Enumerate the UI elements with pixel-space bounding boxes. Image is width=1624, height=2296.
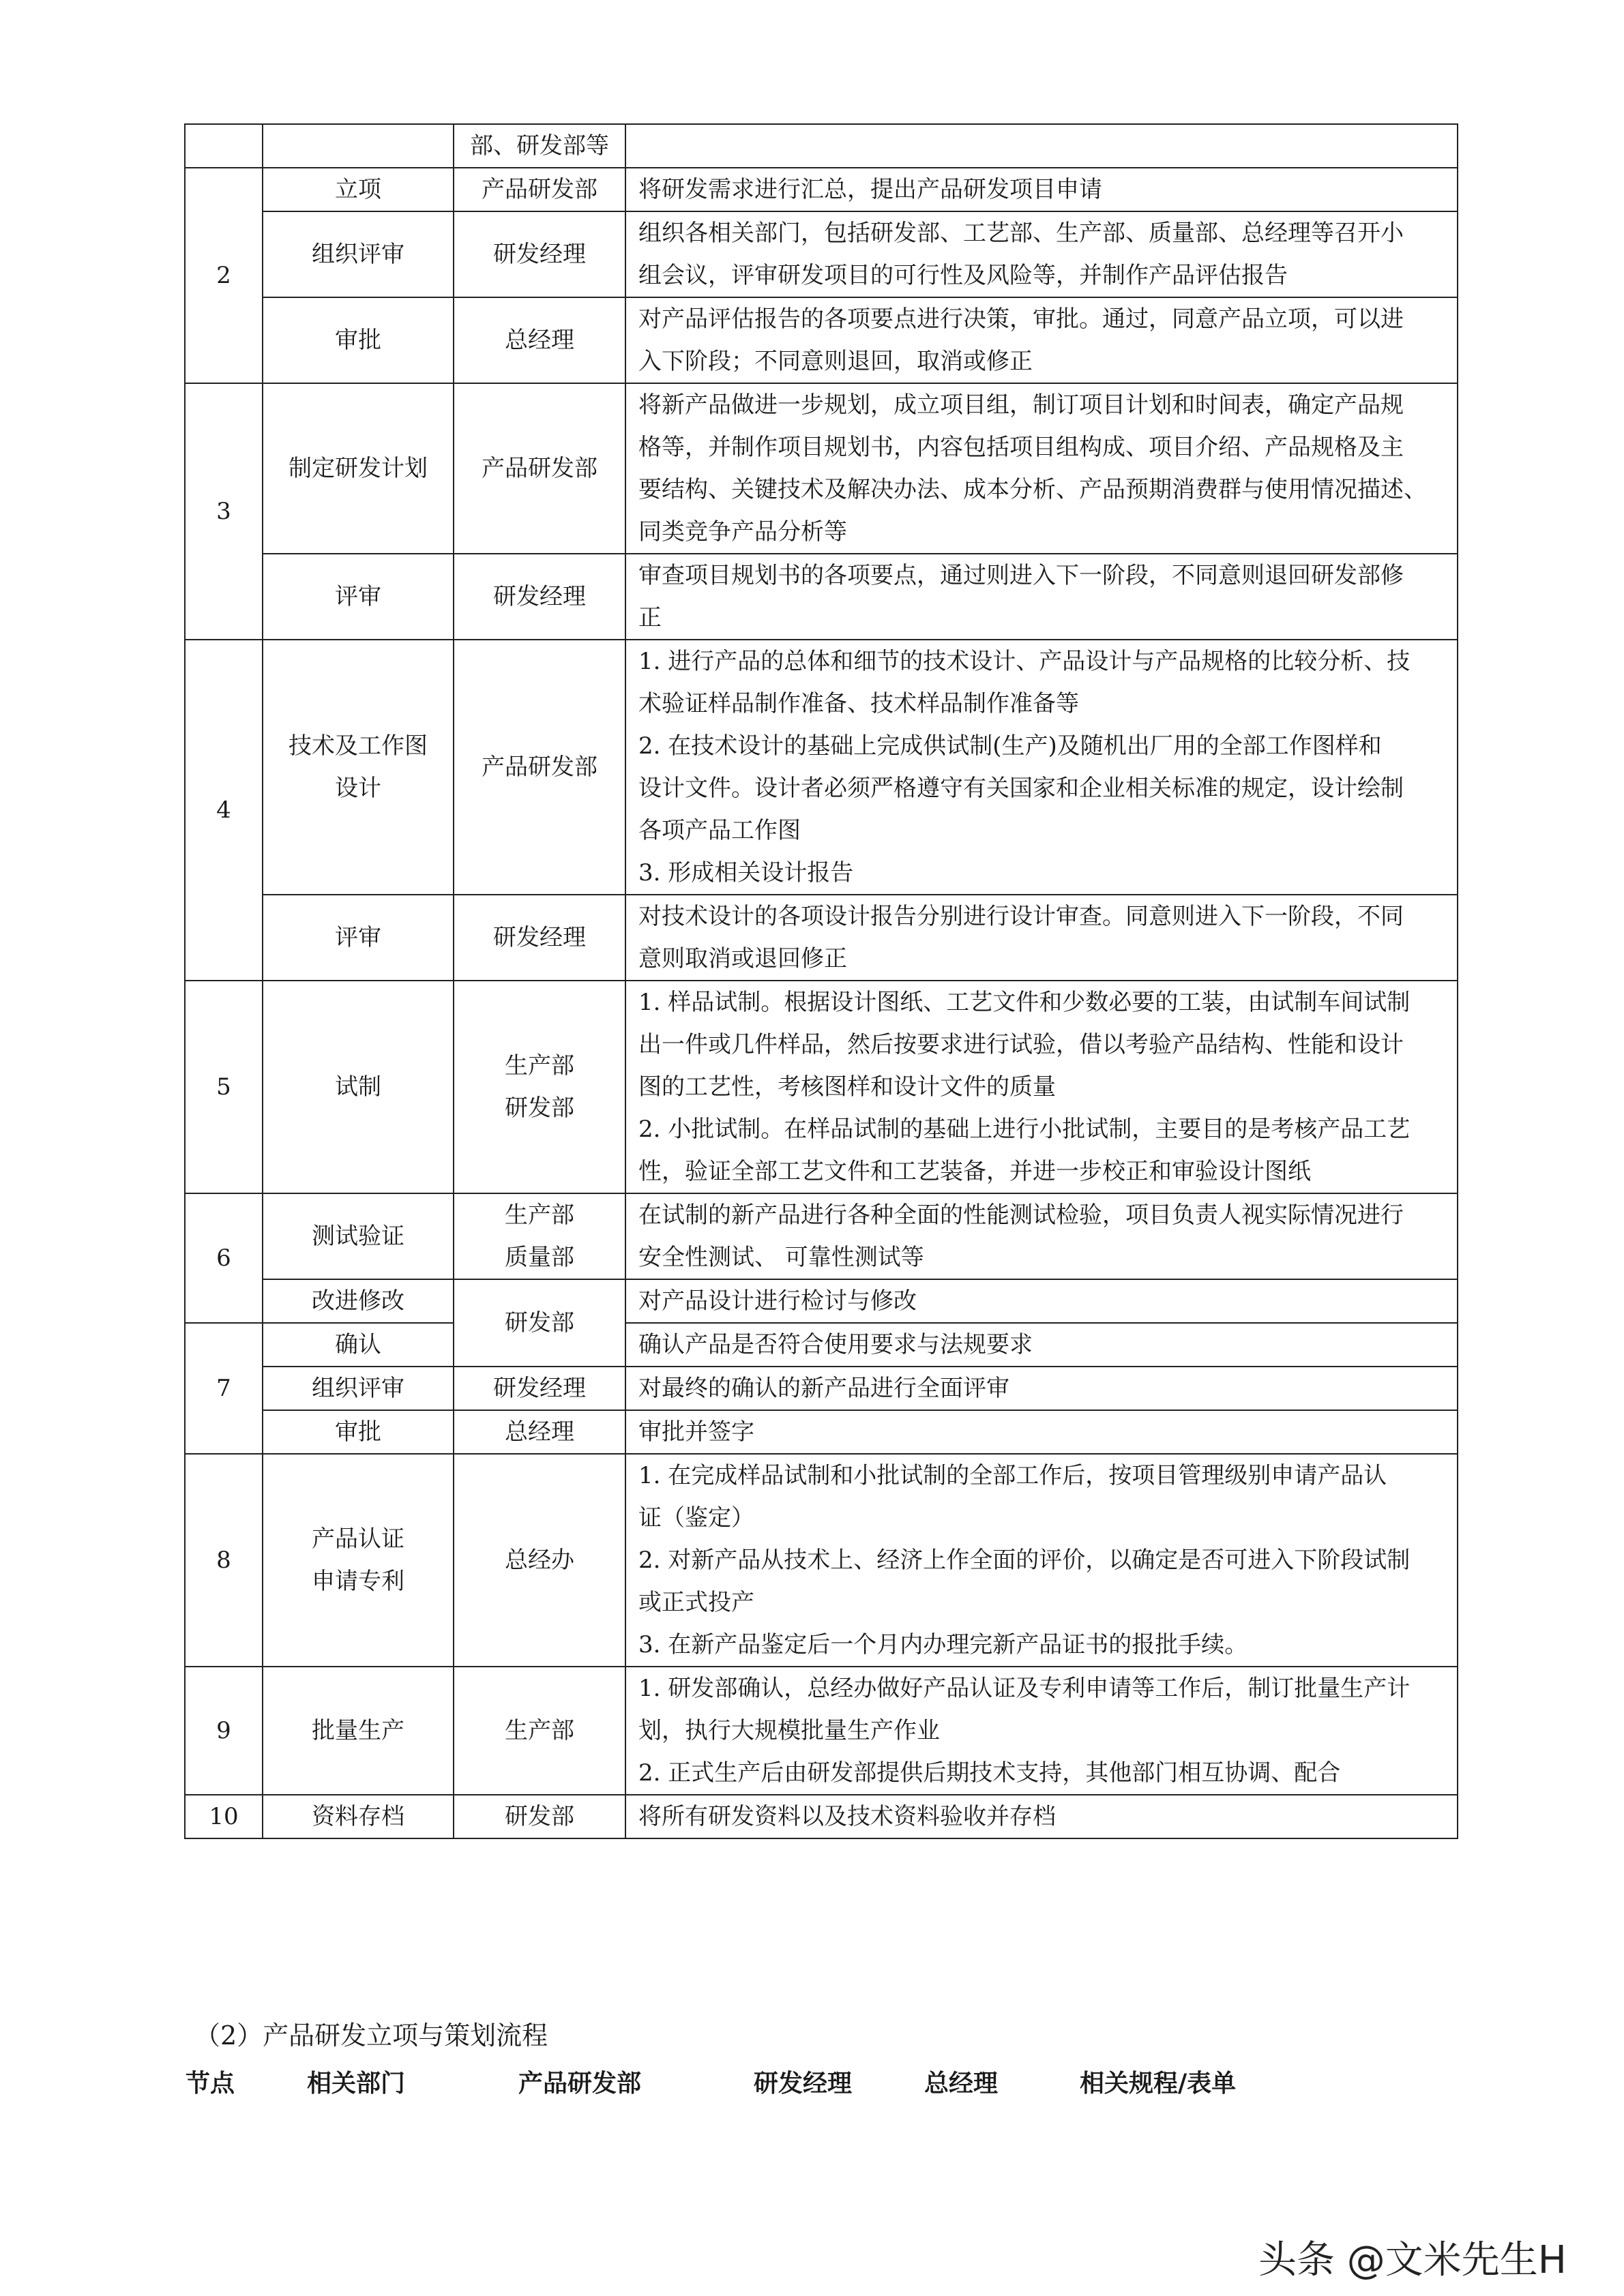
node-cell: 测试验证 [263, 1193, 454, 1279]
desc-cell: 审批并签字 [625, 1410, 1458, 1454]
step-number: 6 [185, 1193, 263, 1323]
desc-cell: 1. 研发部确认，总经办做好产品认证及专利申请等工作后，制订批量生产计 划，执行大规模批量生产作业 2. 正式生产后由研发部提供后期技术支持，其他部门相互协调、配合 [625, 1667, 1458, 1795]
node-cell: 立项 [263, 168, 454, 211]
node-cell: 批量生产 [263, 1667, 454, 1795]
step-number: 2 [185, 168, 263, 383]
table-row [185, 1279, 1458, 1323]
table-row [185, 1667, 1458, 1795]
process-table [184, 123, 1458, 1839]
desc-cell: 对技术设计的各项设计报告分别进行设计审查。同意则进入下一阶段，不同 意则取消或退回修正 [625, 895, 1458, 981]
step-number: 5 [185, 981, 263, 1193]
node-cell: 制定研发计划 [263, 383, 454, 554]
desc-cell: 组织各相关部门，包括研发部、工艺部、生产部、质量部、总经理等召开小 组会议，评审研发项目的可行性及风险等，并制作产品评估报告 [625, 211, 1458, 297]
table-row [185, 383, 1458, 554]
table-row [185, 1410, 1458, 1454]
step-number: 8 [185, 1454, 263, 1667]
node-cell: 审批 [263, 297, 454, 383]
section-title: （2）产品研发立项与策划流程 [194, 2021, 548, 2051]
dept-cell: 产品研发部 [454, 383, 625, 554]
step-number: 7 [185, 1323, 263, 1454]
desc-cell: 将所有研发资料以及技术资料验收并存档 [625, 1795, 1458, 1838]
dept-cell: 部、研发部等 [454, 124, 625, 168]
node-cell: 改进修改 [263, 1279, 454, 1323]
step-number: 10 [185, 1795, 263, 1838]
node-cell: 技术及工作图 设计 [263, 640, 454, 895]
desc-cell: 审查项目规划书的各项要点，通过则进入下一阶段，不同意则退回研发部修 正 [625, 554, 1458, 640]
table-row [185, 211, 1458, 297]
table-row [185, 1795, 1458, 1838]
table-row [185, 168, 1458, 211]
dept-cell: 产品研发部 [454, 640, 625, 895]
node-cell: 试制 [263, 981, 454, 1193]
table-row [185, 554, 1458, 640]
dept-cell: 研发部 [454, 1279, 625, 1367]
step-number: 4 [185, 640, 263, 981]
flow-header-forms: 相关规程/表单 [1080, 2069, 1237, 2098]
desc-cell: 在试制的新产品进行各种全面的性能测试检验，项目负责人视实际情况进行 安全性测试、 可靠性测试等 [625, 1193, 1458, 1279]
table-row [185, 1323, 1458, 1367]
dept-cell: 研发经理 [454, 1367, 625, 1410]
dept-cell: 研发部 [454, 1795, 625, 1838]
desc-cell: 1. 进行产品的总体和细节的技术设计、产品设计与产品规格的比较分析、技 术验证样品制作准备、技术样品制作准备等 2. 在技术设计的基础上完成供试制(生产)及随机出厂用的全部工作图样和 设计文件。设计者必须严格遵守有关国家和企业相关标准的规定，设计绘制 各项产品工作图 3. 形成相关设计报告 [625, 640, 1458, 895]
table-row [185, 124, 1458, 168]
flow-header-rd-manager: 研发经理 [754, 2069, 853, 2098]
flow-header-general-manager: 总经理 [924, 2069, 999, 2098]
desc-cell: 确认产品是否符合使用要求与法规要求 [625, 1323, 1458, 1367]
node-cell: 评审 [263, 895, 454, 981]
node-cell: 产品认证 申请专利 [263, 1454, 454, 1667]
table-row [185, 640, 1458, 895]
table-row [185, 981, 1458, 1193]
desc-cell: 将研发需求进行汇总，提出产品研发项目申请 [625, 168, 1458, 211]
dept-cell: 生产部 质量部 [454, 1193, 625, 1279]
flow-header-rd-dept: 产品研发部 [518, 2069, 642, 2098]
node-cell: 组织评审 [263, 1367, 454, 1410]
desc-cell: 1. 样品试制。根据设计图纸、工艺文件和少数必要的工装，由试制车间试制 出一件或几件样品，然后按要求进行试验，借以考验产品结构、性能和设计 图的工艺性，考核图样和设计文件的质量 2. 小批试制。在样品试制的基础上进行小批试制，主要目的是考核产品工艺 性，验证全部工艺文件和工艺装备，并进一步校正和审验设计图纸 [625, 981, 1458, 1193]
dept-cell: 总经办 [454, 1454, 625, 1667]
desc-cell: 对最终的确认的新产品进行全面评审 [625, 1367, 1458, 1410]
watermark: 头条 @文米先生H [1258, 2238, 1567, 2282]
node-cell: 审批 [263, 1410, 454, 1454]
desc-cell: 对产品设计进行检讨与修改 [625, 1279, 1458, 1323]
dept-cell: 生产部 [454, 1667, 625, 1795]
table-row [185, 297, 1458, 383]
dept-cell: 总经理 [454, 297, 625, 383]
dept-cell: 研发经理 [454, 554, 625, 640]
dept-cell: 总经理 [454, 1410, 625, 1454]
node-cell: 确认 [263, 1323, 454, 1367]
dept-cell: 研发经理 [454, 895, 625, 981]
dept-cell: 产品研发部 [454, 168, 625, 211]
node-cell: 评审 [263, 554, 454, 640]
desc-cell: 对产品评估报告的各项要点进行决策，审批。通过，同意产品立项，可以进 入下阶段；不同意则退回，取消或修正 [625, 297, 1458, 383]
desc-cell: 1. 在完成样品试制和小批试制的全部工作后，按项目管理级别申请产品认 证（鉴定） 2. 对新产品从技术上、经济上作全面的评价，以确定是否可进入下阶段试制 或正式投产 3. 在新产品鉴定后一个月内办理完新产品证书的报批手续。 [625, 1454, 1458, 1667]
table-row [185, 1454, 1458, 1667]
step-number: 9 [185, 1667, 263, 1795]
table-row [185, 1193, 1458, 1279]
node-cell: 资料存档 [263, 1795, 454, 1838]
dept-cell: 研发经理 [454, 211, 625, 297]
table-row [185, 895, 1458, 981]
flow-header-node: 节点 [186, 2069, 235, 2098]
desc-cell: 将新产品做进一步规划，成立项目组，制订项目计划和时间表，确定产品规 格等，并制作项目规划书，内容包括项目组构成、项目介绍、产品规格及主 要结构、关键技术及解决办法、成本分析、产品预期消费群与使用情况描述、 同类竞争产品分析等 [625, 383, 1458, 554]
dept-cell: 生产部 研发部 [454, 981, 625, 1193]
node-cell: 组织评审 [263, 211, 454, 297]
table-row [185, 1367, 1458, 1410]
flow-header-related-dept: 相关部门 [307, 2069, 406, 2098]
step-number: 3 [185, 383, 263, 640]
